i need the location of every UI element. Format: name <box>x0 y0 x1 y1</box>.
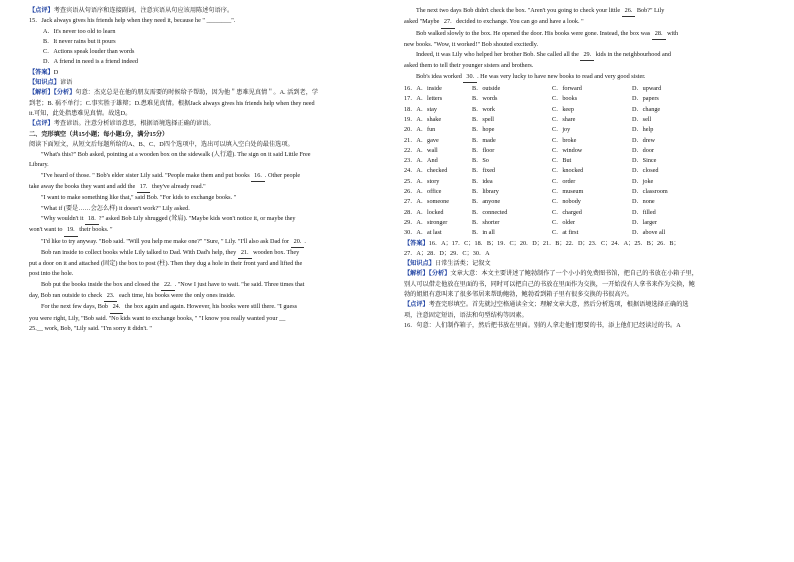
right-column <box>404 6 766 331</box>
blank: 23. <box>104 291 118 302</box>
option: B．floor <box>472 146 495 154</box>
option: B．outside <box>472 85 501 93</box>
text-run: the box again and again. However, his books were still there. "I guess <box>123 303 298 311</box>
text-run: 16．句意：人们制作箱子，然后把书放在里面。别的人拿走他们想要的书，添上他们已经读过的书。A <box>404 321 681 329</box>
option: 16．A．inside <box>404 85 442 93</box>
option-row <box>404 208 766 218</box>
text-line <box>29 99 379 109</box>
option: B．spell <box>472 115 495 123</box>
text-run: "I want to make something like that," said Bob. "For kids to exchange books. " <box>41 194 237 202</box>
option: C．knocked <box>552 167 584 175</box>
text-run: 考查完形填空。首先就过空格通读全文；理解文章大意，然后分析选项，根据语境选择正确的选 <box>428 301 689 309</box>
text-line <box>29 47 379 57</box>
option: D．papers <box>632 95 659 103</box>
blank: 16. <box>251 171 265 182</box>
text-run: won't want to <box>29 226 64 234</box>
text-line <box>29 291 379 302</box>
option: D．larger <box>632 218 657 226</box>
text-line <box>29 37 379 47</box>
text-run: 日常生活类；记叙文 <box>434 260 491 268</box>
section-tag: 【解析】 <box>404 270 429 278</box>
text-run: "What if (要是……会怎么样) it doesn't work?" Lily asked. <box>41 204 190 212</box>
option: B．anyone <box>472 198 501 206</box>
option: C．older <box>552 218 576 226</box>
text-line <box>29 27 379 37</box>
text-run: you were right, Lily, "Bob said. "No kids want to exchange books, " "I know you really wanted your __ <box>29 314 286 322</box>
option: C．books <box>552 95 578 103</box>
text-run: 考查谚语。注意分析谚语意思，根据语境选择正确的谚语。 <box>53 120 215 128</box>
option-row <box>404 156 766 166</box>
text-run: 阅读下面短文，从短文后每题所给的A、B、C、D四个选项中，选出可以填入空白处的最佳选项。 <box>29 140 294 148</box>
option-row <box>404 84 766 94</box>
option: C．share <box>552 115 576 123</box>
blank: 17. <box>137 182 151 193</box>
text-run: Bob walked slowly to the box. He opened the door. His books were gone. Instead, the box was <box>416 29 652 37</box>
text-run: day, Bob ran outside to check <box>29 292 104 300</box>
option: B．idea <box>472 177 493 185</box>
option: C．joy <box>552 126 571 134</box>
option: D．upward <box>632 85 662 93</box>
text-run: "Why wouldn't it <box>41 214 86 222</box>
text-run: 勃的姐姐有意叫来了很多邻居来帮助鲍勃，鲍勃看到箱子里有很多交换的书很高兴。 <box>404 291 633 299</box>
option: D．door <box>632 146 654 154</box>
option-row <box>404 228 766 238</box>
option-row <box>404 177 766 187</box>
option: C．keep <box>552 105 574 113</box>
text-line <box>404 269 766 279</box>
text-run: 15．Jack always gives his friends help when they need it, because he " ________". <box>29 17 236 25</box>
option: 28．A．locked <box>404 208 444 216</box>
text-line <box>404 249 766 259</box>
section-tag: 【知识点】 <box>29 79 60 87</box>
text-run: Library. <box>29 161 49 169</box>
blank: 27. <box>441 17 455 28</box>
text-run: 25.__ work, Bob, "Lily said. "I'm sorry it didn't. " <box>29 324 152 332</box>
option: 26．A．office <box>404 188 442 196</box>
text-run: C．Actions speak louder than words <box>43 48 135 56</box>
text-run: asked "Maybe <box>404 18 441 26</box>
text-line <box>29 88 379 98</box>
option: B．So <box>472 157 489 165</box>
text-line <box>29 16 379 26</box>
option-row <box>404 197 766 207</box>
text-run: it.可知，此处指患难见真情。故选D。 <box>29 109 132 117</box>
blank: 20. <box>291 237 305 248</box>
option: B．fixed <box>472 167 496 175</box>
text-run: 27．A；28．D；29．C；30．A <box>404 249 490 257</box>
section-tag: 【解析】 <box>29 89 54 97</box>
text-run: B．It never rains but it pours <box>43 37 116 45</box>
text-run: D <box>53 68 59 76</box>
text-line <box>404 61 766 71</box>
text-line <box>404 290 766 300</box>
text-run: kids in the neighbourhood and <box>594 51 671 59</box>
option: 21．A．gave <box>404 136 439 144</box>
text-line <box>404 259 766 269</box>
text-line <box>29 182 379 193</box>
text-run: decided to exchange. You can go and have a look. " <box>454 18 584 26</box>
text-run: . He was very lucky to have new books to read and very good sister. <box>477 72 646 80</box>
option: 18．A．stay <box>404 105 437 113</box>
text-line <box>29 68 379 78</box>
option-row <box>404 115 766 125</box>
text-line <box>404 311 766 321</box>
text-line <box>29 119 379 129</box>
text-line <box>29 269 379 279</box>
section-tag: 【分析】 <box>428 270 451 278</box>
option: 17．A．letters <box>404 95 443 103</box>
option: 19．A．shake <box>404 115 442 123</box>
text-line <box>404 29 766 40</box>
text-line <box>404 72 766 83</box>
section-tag: 【点评】 <box>404 301 429 309</box>
blank: 18. <box>85 214 99 225</box>
text-line <box>29 171 379 182</box>
blank: 29. <box>580 50 594 61</box>
text-line <box>404 300 766 310</box>
text-line <box>404 40 766 50</box>
text-run: ?" asked Bob Lily shrugged (耸肩). "Maybe kids won't notice it, or maybe they <box>98 214 296 222</box>
text-line <box>29 259 379 269</box>
option: 25．A．story <box>404 177 440 185</box>
option: D．sell <box>632 115 652 123</box>
text-run: 二、完形填空（共15小题；每小题1分，满分15分） <box>29 130 169 138</box>
section-tag: 【分析】 <box>53 89 76 97</box>
section-tag: 【答案】 <box>404 239 429 247</box>
text-run: put a door on it and attached (固定) the box to post (柱). Then they dug a hole in their front yard and lifted the <box>29 260 303 268</box>
text-run: Bob ran inside to collect books while Lily talked to Dad. With Dad's help, they <box>41 248 238 256</box>
option: D．Since <box>632 157 657 165</box>
section-tag: 【答案】 <box>29 68 54 76</box>
text-run: D．A friend in need is a friend indeed <box>43 58 139 66</box>
text-line <box>29 6 379 16</box>
options-list <box>404 84 766 238</box>
text-line <box>29 324 379 334</box>
text-run: they've already read." <box>150 183 206 191</box>
text-run: 考查宾语从句语序和连接副词，注意宾语从句应该用陈述句语序。 <box>53 7 234 14</box>
option-row <box>404 125 766 135</box>
option: D．closed <box>632 167 659 175</box>
text-line <box>29 314 379 324</box>
blank: 28. <box>652 29 666 40</box>
text-run: 文章大意：本文主要讲述了鲍勃制作了一个小小的免费图书馆，把自己的书放在小箱子里， <box>450 270 698 278</box>
text-run: Bob?" Lily <box>635 7 665 14</box>
option: B．work <box>472 105 496 113</box>
passage-continuation <box>404 6 766 83</box>
section-tag: 【知识点】 <box>404 260 435 268</box>
text-run: . "Now I just have to wait. "he said. Three times that <box>174 280 305 288</box>
text-run: each time, his books were the only ones inside. <box>117 292 236 300</box>
text-run: 16．A；17．C；18．B；19．C；20．D；21．B；22．D；23．C；24．A；25．B；26．B； <box>428 239 680 247</box>
text-line <box>29 140 379 150</box>
text-run: "I've heard of those. " Bob's elder sister Lily said. "People make them and put books <box>41 171 252 179</box>
blank: 22. <box>161 280 175 291</box>
option: D．change <box>632 105 661 113</box>
option: C．at first <box>552 229 579 237</box>
option: C．museum <box>552 188 584 196</box>
text-run: 到老；B. 祸不单行；C.事实胜于雄辩；D.患难见真情。根据Jack always gives his friends help when they need <box>29 99 315 107</box>
text-line <box>29 214 379 225</box>
option: D．filled <box>632 208 656 216</box>
text-run: take away the books they want and add the <box>29 183 137 191</box>
text-line <box>29 237 379 248</box>
text-run: "What's this?" Bob asked, pointing at a wooden box on the sidewalk (人行道). The sign on it said Little Free <box>41 151 311 159</box>
option: C．nobody <box>552 198 581 206</box>
option: D．classroom <box>632 188 668 196</box>
option-row <box>404 94 766 104</box>
text-line <box>404 280 766 290</box>
text-line <box>29 280 379 291</box>
text-line <box>404 6 766 17</box>
text-run: Bob's idea worked <box>416 72 464 80</box>
text-run: with <box>665 29 679 37</box>
option: B．connected <box>472 208 508 216</box>
option-row <box>404 218 766 228</box>
option-row <box>404 146 766 156</box>
option: C．But <box>552 157 572 165</box>
option: 24．A．checked <box>404 167 448 175</box>
text-run: Bob put the books inside the box and closed the <box>41 280 161 288</box>
left-column <box>29 6 379 334</box>
section-tag: 【点评】 <box>29 7 54 14</box>
blank: 30. <box>463 72 477 83</box>
option: 20．A．fun <box>404 126 436 134</box>
option: B．shorter <box>472 218 500 226</box>
option: C．order <box>552 177 576 185</box>
option: D．joke <box>632 177 654 185</box>
text-run: post into the hole. <box>29 270 74 278</box>
text-line <box>29 109 379 119</box>
text-line <box>29 160 379 170</box>
text-run: "I'd like to try anyway. "Bob said. "Will you help me make one?" "Sure, " Lily. "I'll also ask Dad for <box>41 237 291 245</box>
option-row <box>404 166 766 176</box>
option: 30．A．at last <box>404 229 442 237</box>
option-row <box>404 187 766 197</box>
text-line <box>29 302 379 313</box>
answer-analysis <box>404 239 766 332</box>
option: B．library <box>472 188 499 196</box>
text-run: . Other people <box>264 171 301 179</box>
text-line <box>404 239 766 249</box>
text-run: new books. "Wow, it worked!" Bob shouted excitedly. <box>404 40 539 48</box>
option: 22．A．wall <box>404 146 438 154</box>
blank: 26. <box>622 6 636 17</box>
option: B．made <box>472 136 496 144</box>
text-run: A．It's never too old to learn <box>43 27 116 35</box>
text-line <box>29 204 379 214</box>
option: D．drew <box>632 136 656 144</box>
option-row <box>404 105 766 115</box>
section-tag: 【点评】 <box>29 120 54 128</box>
text-line <box>404 50 766 61</box>
text-run: their books. " <box>77 226 113 234</box>
option: C．forward <box>552 85 582 93</box>
text-line <box>29 225 379 236</box>
option: 29．A．stronger <box>404 218 448 226</box>
blank: 21. <box>238 248 252 259</box>
text-run: Indeed, it was Lily who helped her brother Bob. She called all the <box>416 51 581 59</box>
option-row <box>404 136 766 146</box>
option: 23．A．And <box>404 157 438 165</box>
option: B．in all <box>472 229 495 237</box>
option: 27．A．someone <box>404 198 450 206</box>
text-run: 谚语 <box>59 79 73 87</box>
text-run: The next two days Bob didn't check the box. "Aren't you going to check your little <box>416 7 622 14</box>
text-line <box>29 78 379 88</box>
text-line <box>404 321 766 331</box>
text-run: wooden box. They <box>251 248 300 256</box>
text-line <box>29 150 379 160</box>
text-line <box>29 193 379 203</box>
text-line <box>29 57 379 67</box>
option: C．broke <box>552 136 577 144</box>
text-run: For the next few days, Bob <box>41 303 110 311</box>
option: B．words <box>472 95 498 103</box>
blank: 24. <box>110 302 124 313</box>
option: C．window <box>552 146 583 154</box>
text-run: 句意：杰克总是在他的朋友需要的时候给予帮助，因为他＂患难见真情＂。A. 活到老，学 <box>75 89 319 97</box>
option: B．hope <box>472 126 495 134</box>
text-run: asked them to tell their younger sisters and brothers. <box>404 62 534 70</box>
text-line <box>29 248 379 259</box>
blank: 19. <box>64 225 78 236</box>
text-run: 别人可以借走他放在里面的书，同时可以把自己的书放在里面作为交换，一开始没有人拿书来作为交换，鲍 <box>404 280 695 288</box>
option: D．above all <box>632 229 666 237</box>
option: C．charged <box>552 208 582 216</box>
text-line <box>29 130 379 140</box>
text-line <box>404 17 766 28</box>
option: D．help <box>632 126 654 134</box>
text-run: 项，注意固定短语，语法和句型结构等因素。 <box>404 311 528 319</box>
text-run: . <box>304 237 306 245</box>
option: D．none <box>632 198 655 206</box>
